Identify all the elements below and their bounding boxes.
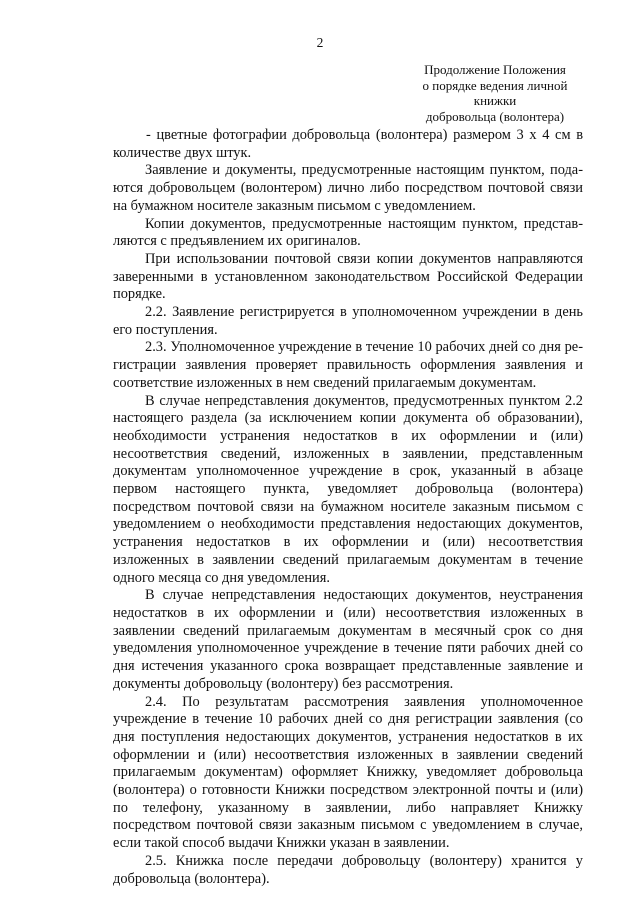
body-text <box>113 127 583 888</box>
paragraph-return: В случае непредставления недостающих документов, неустранения недостатков в их оформлении и (или) несоответствия изложенных в заявлении сведений прилагаемым документам в месячный срок со дня уведомления уполномоченное учреждение в течение пяти рабочих дней со дня истечения указанного срока возвращает представленные заявление и документы добровольцу (волонтеру) без рассмотрения. <box>113 587 583 692</box>
header-line-3: добровольца (волонтера) <box>425 108 565 124</box>
paragraph-2-3: 2.3. Уполномоченное учреждение в течение 10 рабочих дней со дня регистрации заявления проверяет правильность оформления заявления и соответствие изложенных в нем сведений прилагаемым документам. <box>113 339 583 391</box>
paragraph-copies: Копии документов, предусмотренные настоящим пунктом, представляются с предъявлением их оригиналов. <box>113 215 583 250</box>
paragraph-2-2: 2.2. Заявление регистрируется в уполномоченном учреждении в день его поступления. <box>113 304 583 338</box>
header-line-2: о порядке ведения личной книжки <box>422 77 568 108</box>
paragraph-photos: - цветные фотографии добровольца (волонтера) размером 3 х 4 см в количестве двух штук. <box>113 127 583 161</box>
paragraph-2-5: 2.5. Книжка после передачи добровольцу (волонтеру) хранится у добровольца (волонтера). <box>113 852 583 887</box>
page-number: 2 <box>316 35 324 50</box>
paragraph-postal-copies: При использовании почтовой связи копии документов направляются заверенными в установленном законодательством Российской Федерации порядке. <box>113 250 583 303</box>
paragraph-non-submission: В случае непредставления документов, предусмотренных пунктом 2.2 настоящего раздела (за исключением копии документа об образовании), необходимости устранения недостатков в их оформлении и (или) несоответствия сведений, изложенных в заявлении, представленным документам уполномоченное учреждение в срок, указанный в абзаце первом настоящего пункта, уведомляет добровольца (волонтера) посредством почтовой связи на бумажном носителе заказным письмом с уведомлением о необходимости представления недостающих документов, устранения недостатков в их оформлении и (или) несоответствия изложенных в заявлении сведений прилагаемым документам в течение одного месяца со дня уведомления. <box>113 392 583 586</box>
header-line-1: Продолжение Положения <box>424 62 566 77</box>
paragraph-submission: Заявление и документы, предусмотренные настоящим пунктом, подаются добровольцем (волонтером) лично либо посредством почтовой связи на бумажном носителе заказным письмом с уведомлением. <box>113 162 583 214</box>
paragraph-2-4: 2.4. По результатам рассмотрения заявления уполномоченное учреждение в течение 10 рабочих дней со дня регистрации заявления (со дня поступления недостающих документов, устранения недостатков в их оформлении и (или) несоответствия изложенных в заявлении сведений прилагаемым документам) оформляет Книжку, уведомляет добровольца (волонтера) о готовности Книжки посредством электронной почты и (или) по телефону, указанному в заявлении, либо направляет Книжку посредством почтовой связи заказным письмом с уведомлением в случае, если такой способ выдачи Книжки указан в заявлении. <box>113 693 583 852</box>
header-block <box>405 62 585 124</box>
